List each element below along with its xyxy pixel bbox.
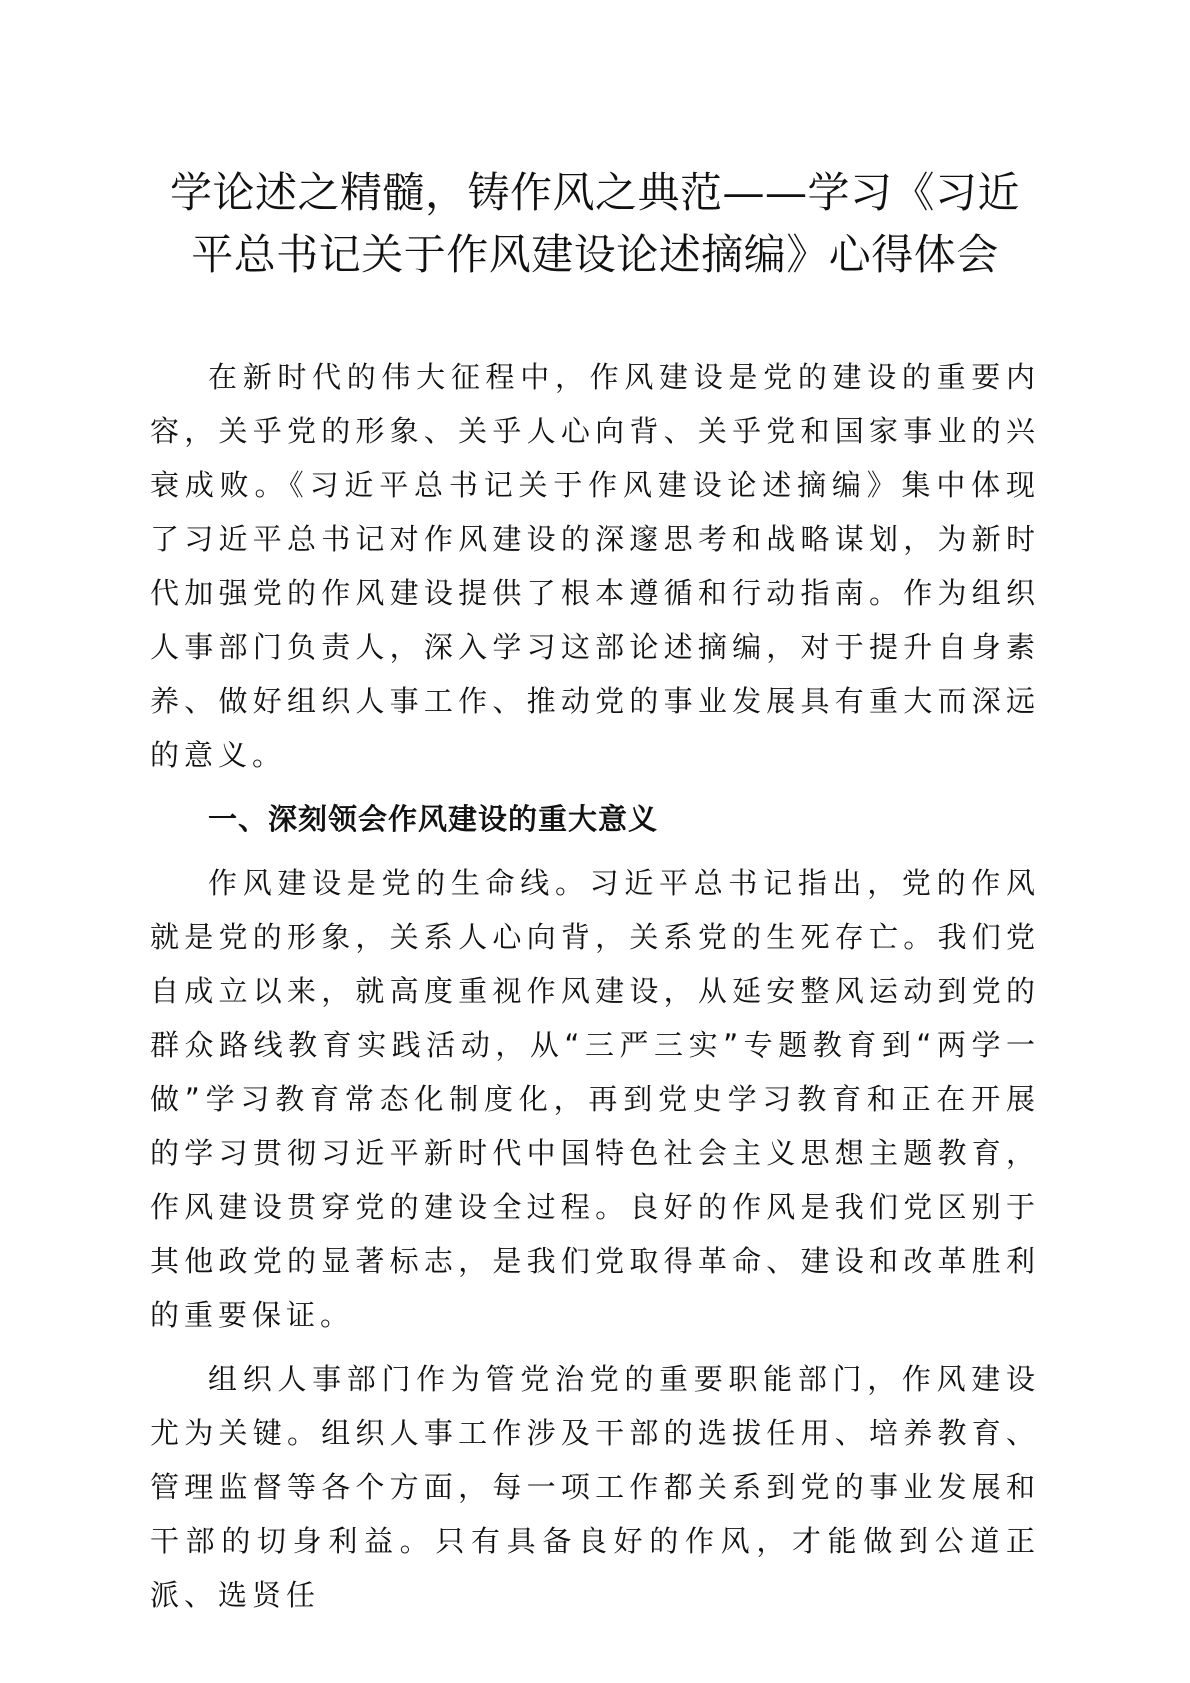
paragraph-spacing — [150, 846, 1040, 856]
paragraph-spacing — [150, 1342, 1040, 1352]
paragraph-spacing — [150, 782, 1040, 792]
document-body — [150, 350, 1040, 1622]
title-line-1: 学论述之精髓，铸作风之典范——学习《习近 — [169, 168, 1020, 217]
intro-paragraph: 在新时代的伟大征程中，作风建设是党的建设的重要内容，关乎党的形象、关乎人心向背、关乎党和国家事业的兴衰成败。《习近平总书记关于作风建设论述摘编》集中体现了习近平总书记对作风建设的深邃思考和战略谋划，为新时代加强党的作风建设提供了根本遵循和行动指南。作为组织人事部门负责人，深入学习这部论述摘编，对于提升自身素养、做好组织人事工作、推动党的事业发展具有重大而深远的意义。 — [150, 360, 1040, 772]
section-1-paragraph-2: 组织人事部门作为管党治党的重要职能部门，作风建设尤为关键。组织人事工作涉及干部的选拔任用、培养教育、管理监督等各个方面，每一项工作都关系到党的事业发展和干部的切身利益。只有具备良好的作风，才能做到公道正派、选贤任 — [150, 1362, 1040, 1612]
title-line-2: 平总书记关于作风建设论述摘编》心得体会 — [191, 230, 999, 279]
document-title — [150, 162, 1040, 286]
section-1-paragraph-1: 作风建设是党的生命线。习近平总书记指出，党的作风就是党的形象，关系人心向背，关系党的生死存亡。我们党自成立以来，就高度重视作风建设，从延安整风运动到党的群众路线教育实践活动，从“三严三实”专题教育到“两学一做”学习教育常态化制度化，再到党史学习教育和正在开展的学习贯彻习近平新时代中国特色社会主义思想主题教育，作风建设贯穿党的建设全过程。良好的作风是我们党区别于其他政党的显著标志，是我们党取得革命、建设和改革胜利的重要保证。 — [150, 866, 1040, 1332]
section-1-heading: 一、深刻领会作风建设的重大意义 — [208, 802, 659, 836]
